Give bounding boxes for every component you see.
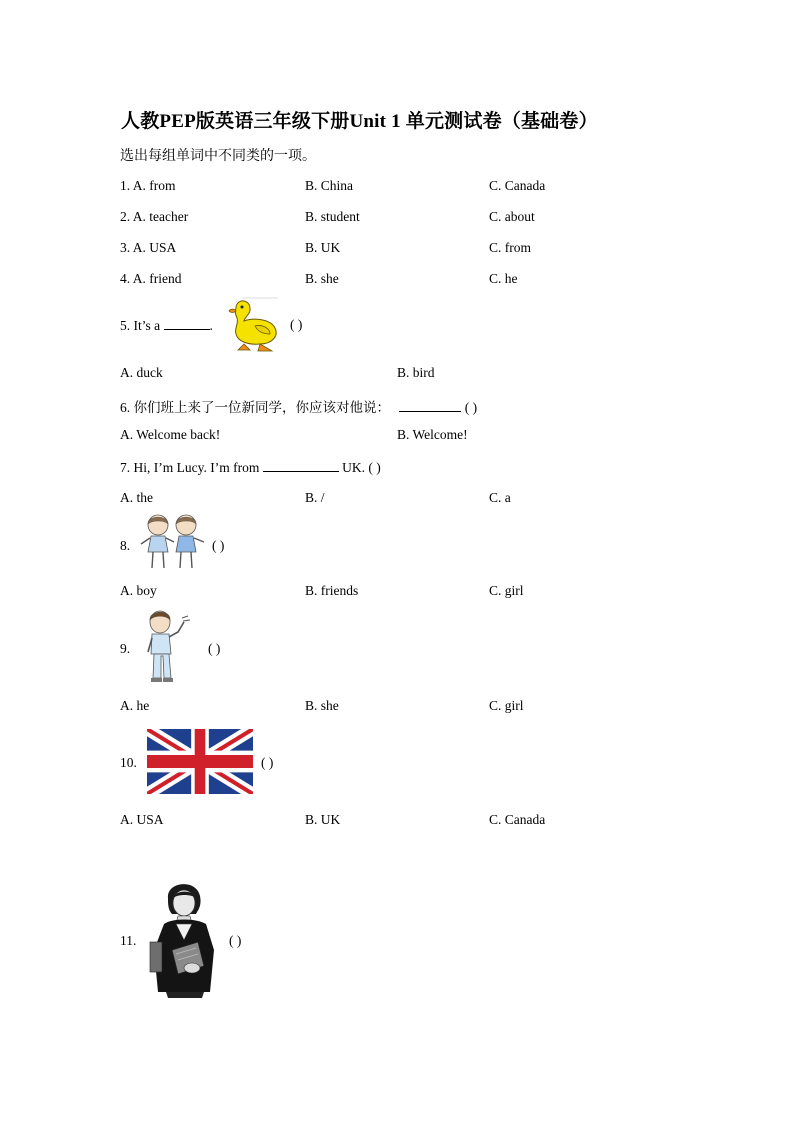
q5-stem-pre: 5. It’s a bbox=[120, 318, 161, 333]
q3-option-c: C. from bbox=[489, 240, 531, 255]
q5-stem-post: . bbox=[209, 318, 213, 333]
q6-stem-text: 6. 你们班上来了一位新同学，你应该对他说： bbox=[120, 400, 390, 415]
q8-answer-paren[interactable]: ( ) bbox=[212, 538, 225, 553]
q2-option-a: 2. A. teacher bbox=[120, 209, 189, 224]
q3-option-a: 3. A. USA bbox=[120, 240, 177, 255]
q5-answer-blank[interactable] bbox=[164, 317, 210, 330]
woman-teacher-icon bbox=[146, 880, 224, 998]
uk-flag-icon bbox=[147, 729, 253, 794]
q2-option-b: B. student bbox=[305, 209, 360, 224]
q9-option-b: B. she bbox=[305, 698, 339, 713]
q5-option-a: A. duck bbox=[120, 365, 163, 380]
q6-option-a: A. Welcome back! bbox=[120, 427, 221, 442]
q4-option-c: C. he bbox=[489, 271, 518, 286]
q8-option-c: C. girl bbox=[489, 583, 524, 598]
q6-option-b: B. Welcome! bbox=[397, 427, 468, 442]
q10-number: 10. bbox=[120, 755, 137, 770]
page-title: 人教PEP版英语三年级下册Unit 1 单元测试卷（基础卷） bbox=[121, 111, 598, 132]
q10-option-a: A. USA bbox=[120, 812, 164, 827]
q1-option-b: B. China bbox=[305, 178, 354, 193]
q7-stem bbox=[120, 459, 381, 476]
q1-option-a: 1. A. from bbox=[120, 178, 176, 193]
q7-stem-post: UK. ( ) bbox=[342, 460, 381, 475]
q7-answer-blank[interactable] bbox=[263, 459, 339, 472]
q10-option-b: B. UK bbox=[305, 812, 341, 827]
q4-option-b: B. she bbox=[305, 271, 339, 286]
q7-stem-pre: 7. Hi, I’m Lucy. I’m from bbox=[120, 460, 260, 475]
q11-answer-paren[interactable]: ( ) bbox=[229, 933, 242, 948]
q9-option-a: A. he bbox=[120, 698, 150, 713]
q11-number: 11. bbox=[120, 933, 137, 948]
boy-waving-icon bbox=[142, 608, 194, 684]
q6-answer-paren[interactable]: ( ) bbox=[464, 400, 478, 415]
q5-option-b: B. bird bbox=[397, 365, 435, 380]
q9-option-c: C. girl bbox=[489, 698, 524, 713]
q9-number: 9. bbox=[120, 641, 131, 656]
q4-option-a: 4. A. friend bbox=[120, 271, 182, 286]
q8-number: 8. bbox=[120, 538, 131, 553]
q3-option-b: B. UK bbox=[305, 240, 341, 255]
q7-option-b: B. / bbox=[305, 490, 325, 505]
section-instruction: 选出每组单词中不同类的一项。 bbox=[120, 149, 316, 164]
q6-answer-blank[interactable] bbox=[399, 399, 461, 412]
q10-answer-paren[interactable]: ( ) bbox=[261, 755, 274, 770]
q8-option-b: B. friends bbox=[305, 583, 359, 598]
q5-answer-paren[interactable]: ( ) bbox=[290, 317, 303, 332]
q5-stem bbox=[120, 317, 213, 334]
two-girls-friends-icon bbox=[138, 512, 208, 574]
q8-option-a: A. boy bbox=[120, 583, 157, 598]
duck-icon bbox=[222, 294, 280, 356]
q1-option-c: C. Canada bbox=[489, 178, 546, 193]
q7-option-c: C. a bbox=[489, 490, 511, 505]
q9-answer-paren[interactable]: ( ) bbox=[208, 641, 221, 656]
q2-option-c: C. about bbox=[489, 209, 535, 224]
q7-option-a: A. the bbox=[120, 490, 153, 505]
q10-option-c: C. Canada bbox=[489, 812, 546, 827]
q6-stem bbox=[120, 396, 477, 416]
